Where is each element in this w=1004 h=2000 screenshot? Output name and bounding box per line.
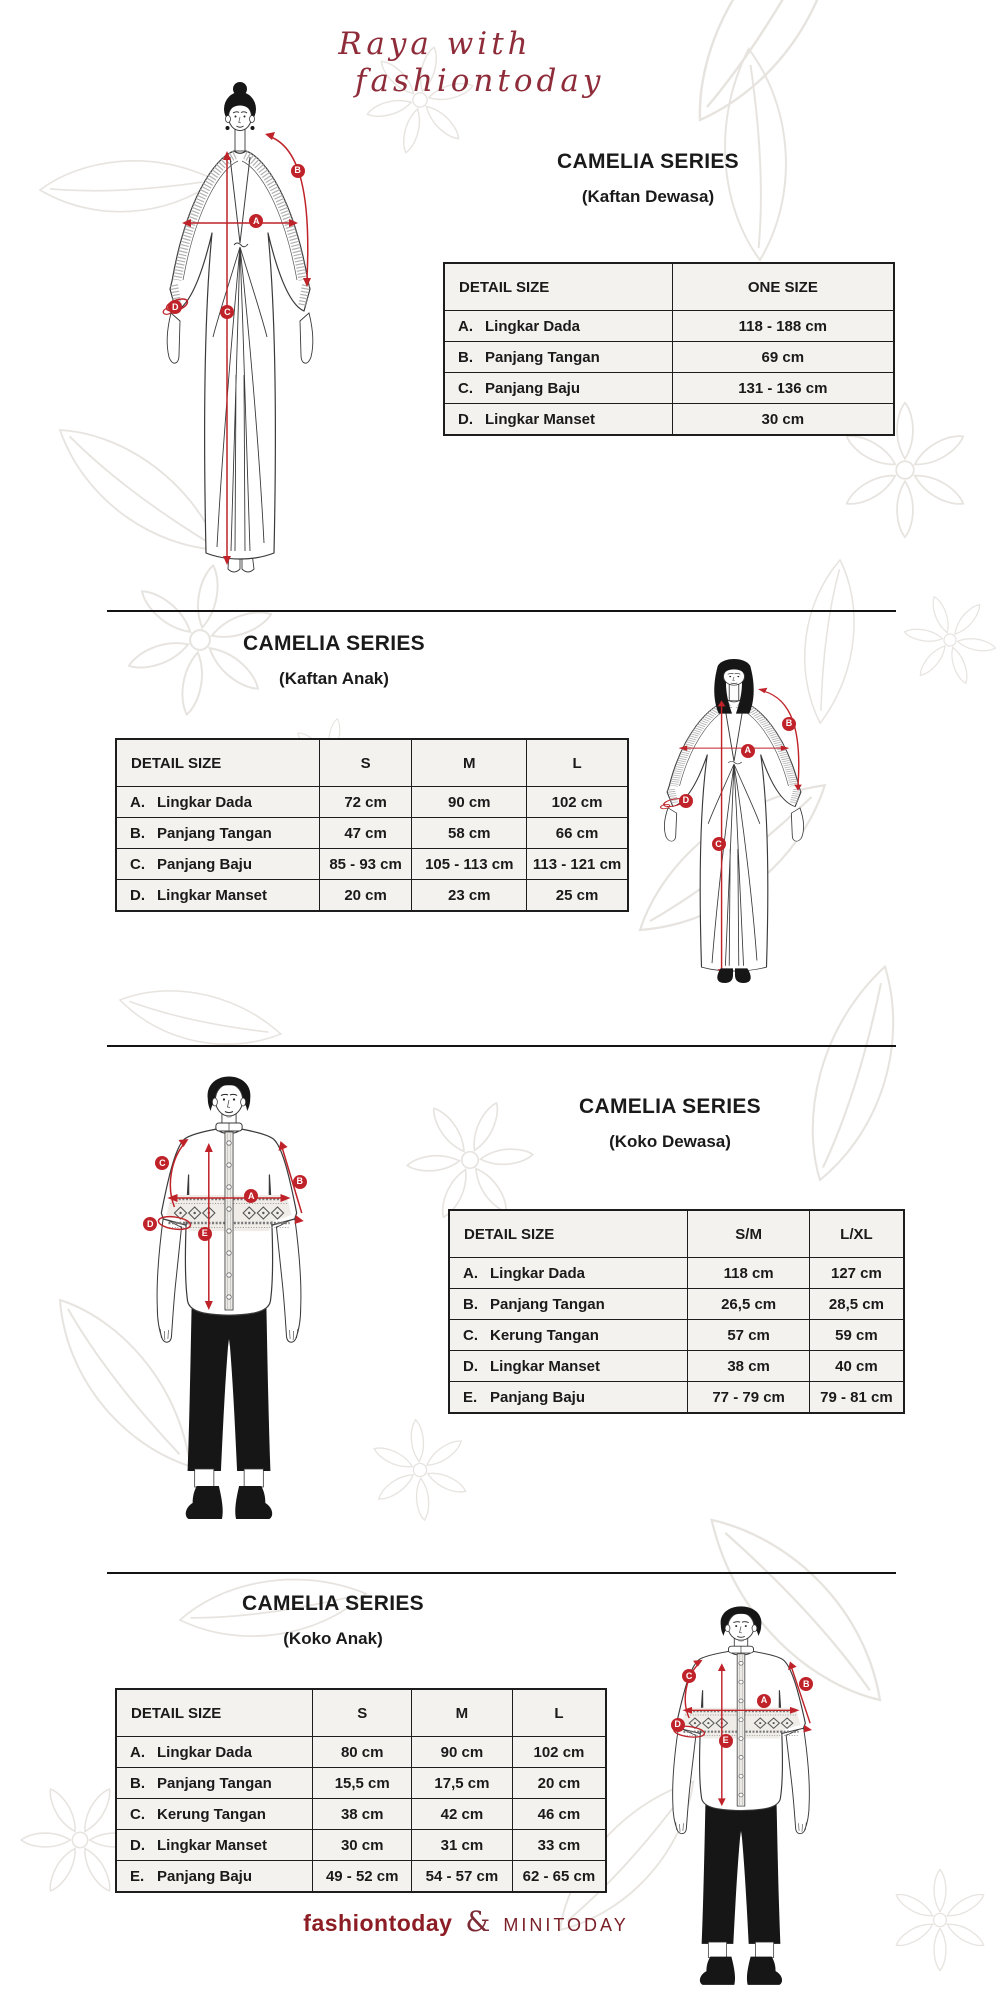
row-label: Lingkar Dada [490, 1264, 586, 1282]
value-cell: 72 cm [319, 787, 412, 818]
size-column-header: ONE SIZE [672, 263, 894, 311]
value-cell: 66 cm [527, 818, 628, 849]
value-cell: 131 - 136 cm [672, 373, 894, 404]
section-title-koko-dewasa [470, 1095, 870, 1152]
value-cell: 38 cm [313, 1799, 411, 1830]
row-letter: B. [130, 1774, 145, 1792]
value-cell: 113 - 121 cm [527, 849, 628, 880]
figure-koko-adult [128, 1055, 330, 1525]
value-cell: 102 cm [512, 1737, 606, 1768]
measure-marker-d: D [679, 794, 693, 808]
value-cell: 20 cm [512, 1768, 606, 1799]
row-label: Panjang Baju [490, 1388, 586, 1406]
row-label: Panjang Tangan [485, 348, 600, 366]
value-cell: 42 cm [411, 1799, 512, 1830]
measure-marker-a: A [741, 744, 755, 758]
value-cell: 47 cm [319, 818, 412, 849]
table-row [116, 1737, 606, 1768]
size-table [443, 262, 895, 436]
section-title-koko-anak [133, 1592, 533, 1649]
value-cell: 30 cm [313, 1830, 411, 1861]
row-label-cell [444, 373, 672, 404]
size-table [115, 1688, 607, 1893]
value-cell: 59 cm [809, 1320, 904, 1351]
row-label-cell [444, 404, 672, 436]
measure-marker-b: B [293, 1175, 307, 1189]
value-cell: 54 - 57 cm [411, 1861, 512, 1893]
size-table-kaftan-dewasa [443, 262, 895, 436]
table-row [449, 1320, 904, 1351]
row-label-cell [116, 1861, 313, 1893]
value-cell: 118 cm [688, 1258, 809, 1289]
value-cell: 57 cm [688, 1320, 809, 1351]
kaftan-adult-illustration [150, 75, 330, 580]
row-label-cell [116, 787, 319, 818]
value-cell: 127 cm [809, 1258, 904, 1289]
series-title: CAMELIA SERIES [557, 150, 739, 173]
measure-marker-b: B [782, 717, 796, 731]
measure-marker-d: D [143, 1217, 157, 1231]
size-table [115, 738, 629, 912]
size-table-koko-dewasa [448, 1209, 905, 1414]
value-cell: 17,5 cm [411, 1768, 512, 1799]
series-subtitle: (Koko Dewasa) [609, 1132, 731, 1151]
measure-marker-e: E [719, 1734, 733, 1748]
value-cell: 26,5 cm [688, 1289, 809, 1320]
table-row [116, 818, 628, 849]
value-cell: 25 cm [527, 880, 628, 912]
section-title-kaftan-anak [134, 632, 534, 689]
value-cell: 85 - 93 cm [319, 849, 412, 880]
row-letter: E. [130, 1867, 145, 1885]
value-cell: 31 cm [411, 1830, 512, 1861]
size-column-header: L [527, 739, 628, 787]
section-divider [107, 1045, 896, 1047]
row-label-cell [444, 342, 672, 373]
table-row [116, 1799, 606, 1830]
detail-size-header: DETAIL SIZE [444, 263, 672, 311]
value-cell: 105 - 113 cm [412, 849, 527, 880]
row-letter: C. [458, 379, 473, 397]
table-header-row [116, 739, 628, 787]
value-cell: 23 cm [412, 880, 527, 912]
measure-marker-a: A [244, 1189, 258, 1203]
row-label: Kerung Tangan [157, 1805, 266, 1823]
row-label: Panjang Tangan [490, 1295, 605, 1313]
series-title: CAMELIA SERIES [242, 1592, 424, 1615]
table-row [116, 1861, 606, 1893]
value-cell: 90 cm [411, 1737, 512, 1768]
detail-size-header: DETAIL SIZE [116, 1689, 313, 1737]
size-column-header: L [512, 1689, 606, 1737]
row-letter: E. [463, 1388, 478, 1406]
row-letter: A. [458, 317, 473, 335]
row-letter: B. [130, 824, 145, 842]
row-label-cell [444, 311, 672, 342]
row-letter: C. [130, 855, 145, 873]
value-cell: 38 cm [688, 1351, 809, 1382]
value-cell: 33 cm [512, 1830, 606, 1861]
measure-marker-c: C [220, 305, 234, 319]
table-header-row [444, 263, 894, 311]
size-column-header: M [411, 1689, 512, 1737]
table-header-row [449, 1210, 904, 1258]
size-column-header: L/XL [809, 1210, 904, 1258]
series-title: CAMELIA SERIES [579, 1095, 761, 1118]
row-label: Lingkar Dada [157, 793, 253, 811]
value-cell: 15,5 cm [313, 1768, 411, 1799]
row-label-cell [116, 1768, 313, 1799]
table-header-row [116, 1689, 606, 1737]
row-label-cell [449, 1258, 688, 1289]
section-divider [107, 610, 896, 612]
detail-size-header: DETAIL SIZE [116, 739, 319, 787]
row-label-cell [449, 1382, 688, 1414]
size-table [448, 1209, 905, 1414]
brand-fashiontoday: fashiontoday [303, 1910, 453, 1936]
footer-brands [0, 1905, 932, 1938]
measure-marker-b: B [799, 1677, 813, 1691]
measure-marker-d: D [168, 300, 182, 314]
row-label: Lingkar Manset [490, 1357, 601, 1375]
row-label: Lingkar Dada [485, 317, 581, 335]
section-title-kaftan-dewasa [448, 150, 848, 207]
row-label-cell [116, 880, 319, 912]
value-cell: 79 - 81 cm [809, 1382, 904, 1414]
value-cell: 20 cm [319, 880, 412, 912]
table-row [116, 880, 628, 912]
table-row [449, 1289, 904, 1320]
figure-kaftan-adult [150, 75, 330, 580]
campaign-script-title [285, 26, 605, 100]
measure-marker-b: B [291, 164, 305, 178]
table-row [444, 373, 894, 404]
script-line-2: fashiontoday [355, 63, 605, 99]
size-column-header: S/M [688, 1210, 809, 1258]
detail-size-header: DETAIL SIZE [449, 1210, 688, 1258]
row-label: Panjang Tangan [157, 824, 272, 842]
row-label-cell [449, 1320, 688, 1351]
ampersand-separator: & [465, 1905, 491, 1938]
value-cell: 102 cm [527, 787, 628, 818]
row-letter: C. [130, 1805, 145, 1823]
value-cell: 69 cm [672, 342, 894, 373]
series-title: CAMELIA SERIES [243, 632, 425, 655]
value-cell: 118 - 188 cm [672, 311, 894, 342]
row-label-cell [116, 818, 319, 849]
series-subtitle: (Kaftan Dewasa) [581, 187, 715, 206]
row-letter: B. [458, 348, 473, 366]
value-cell: 49 - 52 cm [313, 1861, 411, 1893]
row-letter: A. [130, 1743, 145, 1761]
row-label-cell [116, 1799, 313, 1830]
table-row [444, 404, 894, 436]
row-letter: C. [463, 1326, 478, 1344]
value-cell: 62 - 65 cm [512, 1861, 606, 1893]
size-column-header: S [319, 739, 412, 787]
table-row [116, 1768, 606, 1799]
row-letter: B. [463, 1295, 478, 1313]
row-label-cell [116, 849, 319, 880]
script-line-1: Raya with [338, 26, 532, 62]
measure-marker-c: C [155, 1156, 169, 1170]
table-row [116, 1830, 606, 1861]
row-label-cell [116, 1737, 313, 1768]
value-cell: 80 cm [313, 1737, 411, 1768]
section-divider [107, 1572, 896, 1574]
row-label-cell [116, 1830, 313, 1861]
row-label: Kerung Tangan [490, 1326, 599, 1344]
value-cell: 77 - 79 cm [688, 1382, 809, 1414]
value-cell: 30 cm [672, 404, 894, 436]
row-letter: D. [130, 1836, 145, 1854]
series-subtitle: (Kaftan Anak) [279, 669, 389, 688]
table-row [116, 787, 628, 818]
size-column-header: S [313, 1689, 411, 1737]
value-cell: 28,5 cm [809, 1289, 904, 1320]
measure-marker-c: C [712, 837, 726, 851]
table-row [116, 849, 628, 880]
measure-marker-e: E [198, 1227, 212, 1241]
series-subtitle: (Koko Anak) [283, 1629, 383, 1648]
value-cell: 40 cm [809, 1351, 904, 1382]
size-table-koko-anak [115, 1688, 607, 1893]
row-letter: A. [463, 1264, 478, 1282]
value-cell: 58 cm [412, 818, 527, 849]
measure-marker-d: D [671, 1718, 685, 1732]
row-label: Lingkar Manset [485, 410, 596, 428]
row-label: Lingkar Dada [157, 1743, 253, 1761]
row-letter: D. [130, 886, 145, 904]
row-label-cell [449, 1289, 688, 1320]
koko-adult-illustration [128, 1055, 330, 1525]
value-cell: 46 cm [512, 1799, 606, 1830]
row-letter: D. [463, 1357, 478, 1375]
size-table-kaftan-anak [115, 738, 629, 912]
table-row [449, 1258, 904, 1289]
row-label: Panjang Baju [157, 855, 253, 873]
row-label: Panjang Tangan [157, 1774, 272, 1792]
row-label: Lingkar Manset [157, 886, 268, 904]
figure-kaftan-child [648, 650, 820, 985]
size-column-header: M [412, 739, 527, 787]
table-row [449, 1382, 904, 1414]
row-label: Lingkar Manset [157, 1836, 268, 1854]
row-label: Panjang Baju [485, 379, 581, 397]
brand-minitoday: MINITODAY [503, 1915, 629, 1935]
row-label: Panjang Baju [157, 1867, 253, 1885]
row-letter: A. [130, 793, 145, 811]
table-row [444, 311, 894, 342]
measure-marker-a: A [757, 1694, 771, 1708]
row-label-cell [449, 1351, 688, 1382]
kaftan-child-illustration [648, 650, 820, 985]
table-row [449, 1351, 904, 1382]
value-cell: 90 cm [412, 787, 527, 818]
measure-marker-c: C [682, 1669, 696, 1683]
measure-marker-a: A [249, 214, 263, 228]
row-letter: D. [458, 410, 473, 428]
table-row [444, 342, 894, 373]
